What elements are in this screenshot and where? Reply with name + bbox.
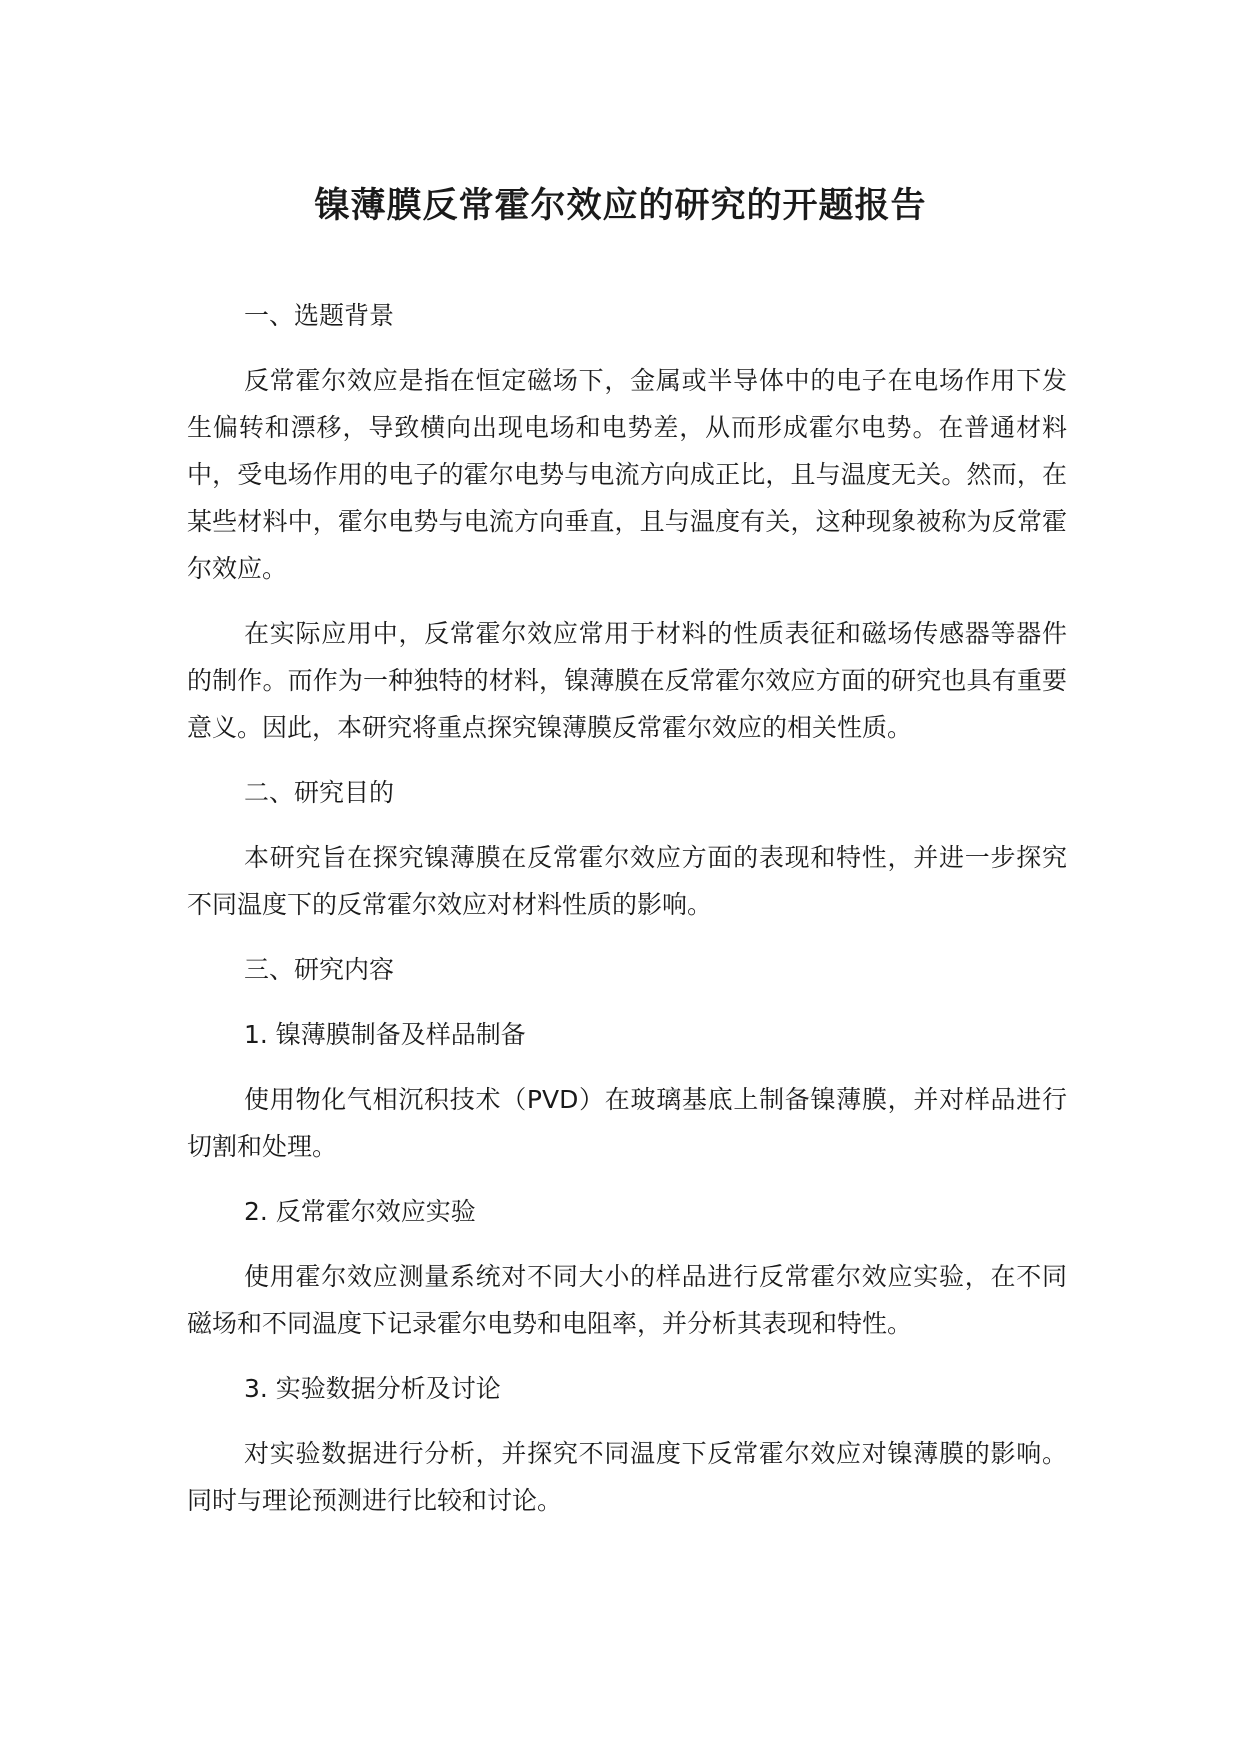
- paragraph-analysis: 对实验数据进行分析，并探究不同温度下反常霍尔效应对镍薄膜的影响。同时与理论预测进行比较和讨论。: [187, 1439, 1067, 1515]
- paragraph-experiment: 使用霍尔效应测量系统对不同大小的样品进行反常霍尔效应实验，在不同磁场和不同温度下记录霍尔电势和电阻率，并分析其表现和特性。: [187, 1262, 1067, 1338]
- section-heading-content: 三、研究内容: [244, 955, 395, 984]
- paragraph-background-1: 反常霍尔效应是指在恒定磁场下，金属或半导体中的电子在电场作用下发生偏转和漂移，导致横向出现电场和电势差，从而形成霍尔电势。在普通材料中，受电场作用的电子的霍尔电势与电流方向成正比，且与温度无关。然而，在某些材料中，霍尔电势与电流方向垂直，且与温度有关，这种现象被称为反常霍尔效应。: [187, 366, 1067, 583]
- paragraph-background-2: 在实际应用中，反常霍尔效应常用于材料的性质表征和磁场传感器等器件的制作。而作为一种独特的材料，镍薄膜在反常霍尔效应方面的研究也具有重要意义。因此，本研究将重点探究镍薄膜反常霍尔效应的相关性质。: [187, 619, 1067, 742]
- subsection-heading-experiment: 2. 反常霍尔效应实验: [244, 1197, 476, 1226]
- section-heading-purpose: 二、研究目的: [244, 778, 395, 807]
- paragraph-purpose: 本研究旨在探究镍薄膜在反常霍尔效应方面的表现和特性，并进一步探究不同温度下的反常霍尔效应对材料性质的影响。: [187, 843, 1067, 919]
- document-body: [187, 292, 1067, 1542]
- paragraph-preparation: 使用物化气相沉积技术（PVD）在玻璃基底上制备镍薄膜，并对样品进行切割和处理。: [187, 1085, 1067, 1161]
- section-heading-background: 一、选题背景: [244, 301, 395, 330]
- subsection-heading-analysis: 3. 实验数据分析及讨论: [244, 1374, 501, 1403]
- document-title: 镍薄膜反常霍尔效应的研究的开题报告: [314, 186, 927, 226]
- subsection-heading-preparation: 1. 镍薄膜制备及样品制备: [244, 1020, 526, 1049]
